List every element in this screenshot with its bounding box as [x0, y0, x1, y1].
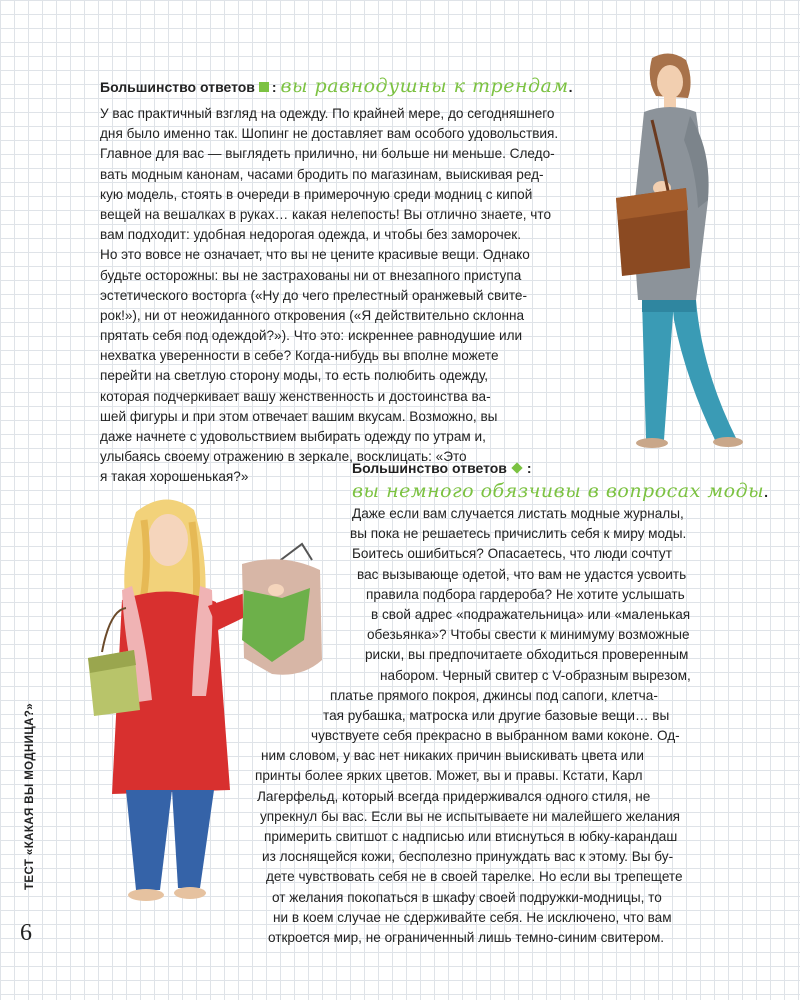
section2-line: от желания покопаться в шкафу своей подружки-модницы, то — [272, 889, 662, 905]
section1-line: будьте осторожны: вы не застрахованы ни от внезапного приступа — [100, 267, 522, 283]
section2-line: правила подбора гардероба? Не хотите услышать — [366, 586, 685, 602]
section1-heading-prefix: Большинство ответов — [100, 79, 255, 95]
section2-line: вас вызывающе одетой, что вам не удастся усвоить — [357, 566, 687, 582]
section1-line: эстетического восторга («Ну до чего прелестный оранжевый свите- — [100, 287, 528, 303]
section1-line: нехватка уверенности в себе? Когда-нибудь вы вполне можете — [100, 348, 499, 364]
section2-line: примерить свитшот с надписью или втиснуться в юбку-карандаш — [264, 829, 678, 844]
section1-line: вать модным канонам, часами бродить по магазинам, выискивая ред- — [100, 166, 544, 182]
section1-line: которая подчеркивает вашу женственность и достоинства ва- — [100, 388, 491, 404]
section1-line: я такая хорошенькая?» — [100, 469, 249, 485]
section2-line: риски, вы предпочитаете обходиться проверенным — [365, 647, 689, 663]
section1-heading-end: . — [568, 79, 573, 95]
colon: : — [526, 460, 532, 476]
section2-line: Лагерфельд, который всегда придерживался одного стиля, не — [257, 788, 651, 804]
square-marker-icon — [259, 82, 269, 92]
section2-line: ним словом, у вас нет никаких причин выискивать цвета или — [261, 748, 644, 764]
section1-line: шей фигуры и при этом отвечает вашим вкусам. Возможно, вы — [100, 408, 498, 424]
walking-woman-illustration — [590, 50, 760, 450]
section2-line: тая рубашка, матроска или другие базовые вещи… вы — [323, 707, 670, 723]
section2-line: платье прямого покроя, джинсы под сапоги, клетча- — [330, 687, 658, 703]
section2-heading — [352, 460, 532, 476]
section2-line: ни в коем случае не сдерживайте себя. Не исключено, что вам — [273, 909, 672, 925]
section2-heading-script: вы немного обязчивы в вопросах моды — [352, 480, 765, 502]
section2-heading-prefix: Большинство ответов — [352, 460, 507, 476]
section1-line: перейти на светлую сторону моды, то есть полюбить одежду, — [100, 368, 489, 384]
colon: : — [271, 79, 277, 95]
section1-heading-script: вы равнодушны к трендам — [280, 75, 569, 97]
section1-line: Но это вовсе не означает, что вы не цените красивые вещи. Однако — [100, 247, 530, 263]
section2-line: Боитесь ошибиться? Опасаетесь, что люди сочтут — [352, 546, 672, 562]
section2-heading-end: . — [764, 484, 769, 500]
section1-body — [100, 104, 558, 488]
section1-line: вам подходит: удобная недорогая одежда, и чтобы без заморочек. — [100, 227, 522, 243]
page-number: 6 — [20, 920, 32, 946]
section2-line: упрекнул бы вас. Если вы не испытываете ни малейшего желания — [260, 808, 681, 824]
section1-heading — [100, 75, 573, 97]
section2-heading-script-line — [352, 480, 768, 502]
woman-with-sweater-illustration — [82, 490, 332, 910]
section1-line: даже начнете с удовольствием выбирать одежду по утрам и, — [100, 429, 486, 444]
section1-line: У вас практичный взгляд на одежду. По крайней мере, до сегодняшнего — [100, 106, 555, 121]
section1-line: рок!»), ни от неожиданного откровения («Я действительно склонна — [100, 307, 525, 323]
sidebar-vertical-label: ТЕСТ «КАКАЯ ВЫ МОДНИЦА?» — [24, 702, 36, 890]
section2-line: вы пока не решаетесь причислить себя к миру моды. — [350, 526, 687, 542]
section1-line: вещей на вешалках в руках… какая нелепость! Вы отлично знаете, что — [100, 206, 552, 222]
section2-line: откроется мир, не ограниченный лишь темно-синим свитером. — [268, 929, 665, 945]
section1-line: Главное для вас — выглядеть прилично, ни больше ни меньше. Следо- — [100, 146, 555, 162]
section1-line: кую модель, стоять в очереди в примерочную среди модниц с кипой — [100, 186, 533, 202]
section2-line: принты более ярких цветов. Может, вы и правы. Кстати, Карл — [255, 768, 643, 784]
section2-line: из лоснящейся кожи, бесполезно принуждать вас к этому. Вы бу- — [262, 849, 674, 865]
section2-line: Даже если вам случается листать модные журналы, — [352, 506, 684, 521]
section2-line: чувствуете себя прекрасно в выбранном вами коконе. Од- — [311, 728, 680, 744]
section1-line: дня было именно так. Шопинг не доставляет вам особого удовольствия. — [100, 126, 559, 142]
section2-line: обезьянка»? Чтобы свести к минимуму возможные — [367, 627, 690, 643]
section2-line: в свой адрес «подражательница» или «маленькая — [371, 606, 691, 622]
diamond-marker-icon — [511, 462, 522, 473]
section1-line: прятать себя под одеждой?»). Что это: искреннее равнодушие или — [100, 328, 523, 344]
section2-line: дете чувствовать себя не в своей тарелке. Но если вы трепещете — [266, 869, 683, 885]
section1-line: улыбаясь своему отражению в зеркале, восклицать: «Это — [100, 449, 467, 465]
section2-line: набором. Черный свитер с V-образным вырезом, — [380, 667, 691, 683]
